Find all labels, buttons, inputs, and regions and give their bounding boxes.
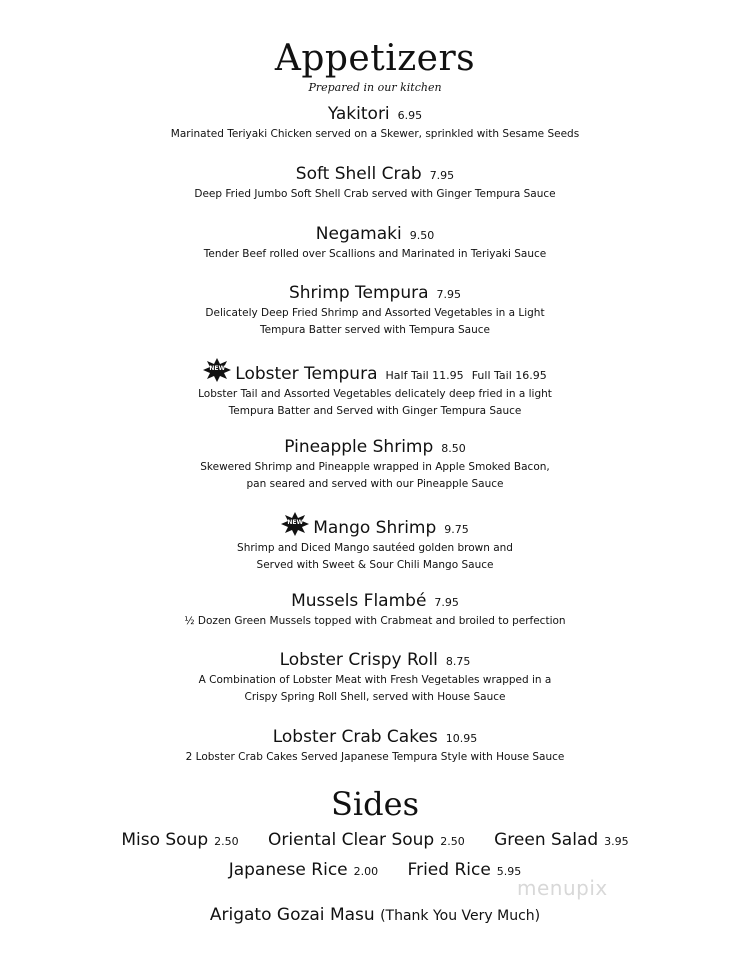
- menu-item: [0, 164, 750, 203]
- item-name: Yakitori: [327, 104, 390, 124]
- menu-item: [0, 104, 750, 143]
- item-description: [0, 672, 750, 706]
- item-desc-line: Shrimp and Diced Mango sautéed golden brown and: [237, 542, 513, 554]
- side-item: [229, 860, 378, 880]
- item-desc-line: Marinated Teriyaki Chicken served on a Skewer, sprinkled with Sesame Seeds: [170, 128, 580, 140]
- item-name: Negamaki: [315, 224, 402, 244]
- side-name: Miso Soup: [121, 830, 209, 850]
- item-price: 9.50: [409, 229, 435, 242]
- side-name: Oriental Clear Soup: [268, 830, 435, 850]
- item-price-half: Half Tail 11.95: [385, 369, 464, 382]
- side-price: 2.50: [214, 835, 239, 848]
- menu-item: [0, 358, 750, 420]
- menu-item: [0, 224, 750, 263]
- footer-main: Arigato Gozai Masu: [209, 905, 375, 925]
- side-price: 2.50: [440, 835, 465, 848]
- item-desc-line: pan seared and served with our Pineapple Sauce: [246, 478, 504, 490]
- menu-item: [0, 283, 750, 339]
- sides-title: Sides: [331, 785, 419, 823]
- item-price: 7.95: [436, 288, 462, 301]
- item-description: [0, 459, 750, 493]
- item-description: [0, 540, 750, 574]
- item-name: Soft Shell Crab: [295, 164, 422, 184]
- item-price: 6.95: [397, 109, 423, 122]
- item-description: [0, 613, 750, 630]
- menu-item: [0, 512, 750, 574]
- new-badge-icon: [281, 512, 309, 536]
- item-name: Lobster Crab Cakes: [272, 727, 438, 747]
- item-price: 10.95: [445, 732, 478, 745]
- new-badge-label: NEW: [209, 365, 226, 372]
- side-price: 2.00: [353, 865, 379, 878]
- item-description: [0, 246, 750, 263]
- sides-row-1: [0, 830, 750, 850]
- item-desc-line: Skewered Shrimp and Pineapple wrapped in Apple Smoked Bacon,: [200, 461, 550, 473]
- side-item: [494, 830, 629, 850]
- item-desc-line: ½ Dozen Green Mussels topped with Crabmeat and broiled to perfection: [184, 615, 566, 627]
- page-title: Appetizers: [274, 38, 476, 79]
- item-name: Pineapple Shrimp: [284, 437, 434, 457]
- item-description: [0, 305, 750, 339]
- menu-item: [0, 591, 750, 630]
- item-name: Mango Shrimp: [313, 518, 437, 538]
- side-item: [121, 830, 238, 850]
- side-name: Fried Rice: [407, 860, 491, 880]
- new-badge-label: NEW: [287, 519, 304, 526]
- footer-thanks: [0, 905, 750, 925]
- side-item: [408, 860, 522, 880]
- item-price: 7.95: [434, 596, 459, 609]
- menu-item: [0, 650, 750, 706]
- item-name: Lobster Tempura: [235, 364, 378, 384]
- side-price: 5.95: [496, 865, 522, 878]
- new-badge-icon: [203, 358, 231, 382]
- item-desc-line: A Combination of Lobster Meat with Fresh Vegetables wrapped in a: [198, 674, 552, 686]
- item-price: 8.75: [445, 655, 471, 668]
- item-name: Shrimp Tempura: [288, 283, 429, 303]
- item-price-full: Full Tail 16.95: [471, 369, 547, 382]
- item-desc-line: Delicately Deep Fried Shrimp and Assorted Vegetables in a Light: [205, 307, 545, 319]
- side-name: Green Salad: [494, 830, 599, 850]
- item-description: [0, 186, 750, 203]
- menu-item: [0, 727, 750, 766]
- item-name: Mussels Flambé: [291, 591, 427, 611]
- side-price: 3.95: [604, 835, 629, 848]
- item-name: Lobster Crispy Roll: [279, 650, 438, 670]
- item-desc-line: Tempura Batter served with Tempura Sauce: [260, 324, 490, 336]
- item-price: 8.50: [441, 442, 466, 455]
- item-price: 7.95: [429, 169, 455, 182]
- item-desc-line: 2 Lobster Crab Cakes Served Japanese Tempura Style with House Sauce: [185, 751, 565, 763]
- item-desc-line: Deep Fried Jumbo Soft Shell Crab served with Ginger Tempura Sauce: [194, 188, 556, 200]
- item-desc-line: Crispy Spring Roll Shell, served with House Sauce: [244, 691, 506, 703]
- item-price: 9.75: [444, 523, 469, 536]
- sides-row-2: [0, 860, 750, 880]
- item-desc-line: Tender Beef rolled over Scallions and Marinated in Teriyaki Sauce: [203, 248, 547, 260]
- item-desc-line: Served with Sweet & Sour Chili Mango Sauce: [256, 559, 494, 571]
- item-desc-line: Tempura Batter and Served with Ginger Tempura Sauce: [228, 405, 522, 417]
- item-description: [0, 749, 750, 766]
- item-description: [0, 386, 750, 420]
- side-item: [268, 830, 465, 850]
- watermark: menupix: [517, 876, 608, 900]
- item-desc-line: Lobster Tail and Assorted Vegetables delicately deep fried in a light: [198, 388, 552, 400]
- page-subtitle: Prepared in our kitchen: [308, 81, 442, 94]
- item-description: [0, 126, 750, 143]
- menu-item: [0, 437, 750, 493]
- footer-translation: (Thank You Very Much): [380, 908, 541, 924]
- side-name: Japanese Rice: [228, 860, 348, 880]
